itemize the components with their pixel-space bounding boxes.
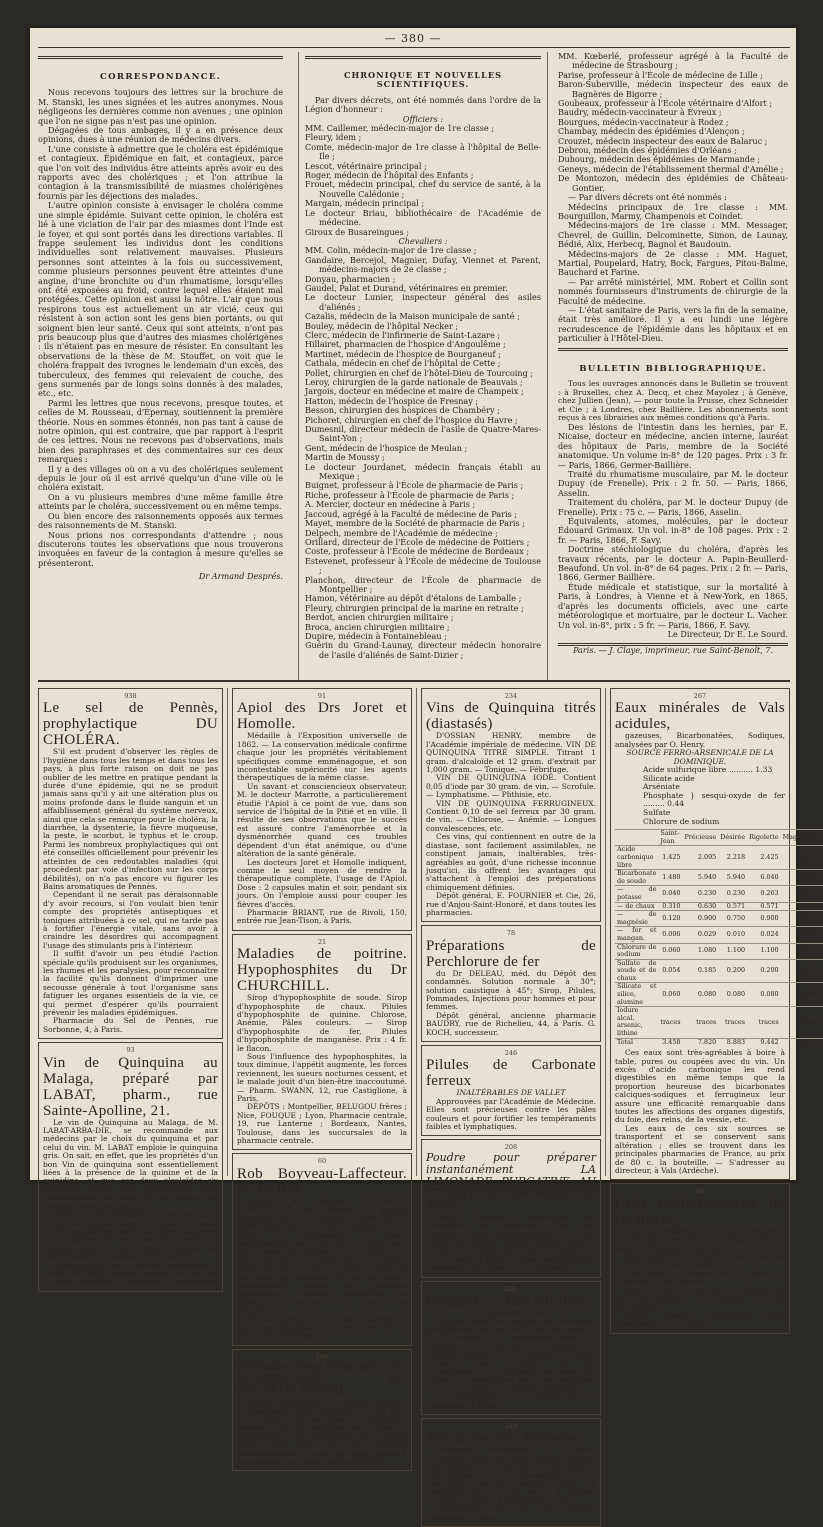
table-cell: 0.571 xyxy=(747,902,781,911)
table-cell: 0.520 xyxy=(781,902,823,911)
component-line: Silicate acide xyxy=(643,773,695,783)
correspondance-paragraph: Il y a des villages où on a vu des cholériques seulement depuis le jour où il est arrivé quelqu'un d'une ville où le choléra existait. xyxy=(38,463,283,493)
ad-number: 91 xyxy=(317,692,327,700)
knight-entry: Planchon, directeur de l'École de pharmacie de Montpellier ; xyxy=(305,574,541,594)
boyer-item: Sirop de lait ferrugineux. — Poudre de lait ferrugineux. — Chocolat au lait ferrugineux. xyxy=(615,1285,785,1312)
knight-entry: MM. Colin, médecin-major de 1re classe ; xyxy=(305,245,477,256)
table-cell: Silicate et silice, alumine xyxy=(617,982,657,1006)
chronique-column xyxy=(298,52,548,680)
table-cell: 0.255 xyxy=(781,886,823,902)
table-cell: — de chaux xyxy=(615,902,658,911)
ad-title: Eaux minérales de Vals acidules, xyxy=(615,700,785,733)
table-cell: — de potasse xyxy=(617,885,657,901)
ad-laits-boyer xyxy=(610,1183,790,1333)
table-cell: 0.060 xyxy=(658,983,682,1007)
officers-title: Officiers : xyxy=(402,113,444,124)
ad-body: Cette Limonade, approuvée par l'Académie de médecine, d'un goût agréable, purge très-promptement et sans causer d'irritation. Chaque flacon porte le cachet et la signature ROGÉ. — Dépôt, 12, rue Vivienne, à Paris, et dans les principales pharmacies de France et de l'étranger. xyxy=(426,1212,596,1273)
news-list xyxy=(558,278,788,344)
ad-subtitle: DE SAINT-PIERRE DE FORSAC (CREUSE). xyxy=(617,1226,783,1236)
ad-number: 246 xyxy=(504,1049,518,1057)
knight-entry: Martin de Moussy ; xyxy=(305,452,385,463)
knight-entry: Hatton, médecin de l'hospice de Fresnay ; xyxy=(305,395,479,406)
table-cell: 0.230 xyxy=(718,886,747,902)
table-cell: 0.040 xyxy=(658,886,682,902)
table-body xyxy=(615,846,823,1046)
boyer-item: Lait iodé concentré. — Poudre de lait iodé. — Chocolat au lait iodé. xyxy=(615,1235,785,1253)
ad-number: 21 xyxy=(317,937,327,946)
table-cell: 0.200 xyxy=(747,959,781,983)
ad-body: gazeuses, Bicarbonatées, Sodiques, analysées par O. Henry. xyxy=(615,731,785,749)
table-cell: 0.006 xyxy=(658,927,682,943)
ad-title: Apiol des Drs Joret et Homolle. xyxy=(237,700,407,733)
nomination-entry: Bourgues, médecin-vaccinateur à Rodez ; xyxy=(558,116,729,127)
ad-title: Le sel de Pennès, prophylactique DU CHOLÉRA. xyxy=(43,700,218,749)
table-row xyxy=(615,943,823,959)
knight-entry: Dupire, médecin à Fontainebleau ; xyxy=(305,630,447,641)
knight-entry: Coste, professeur à l'École de médecine de Bordeaux ; xyxy=(305,546,530,557)
table-cell: traces xyxy=(747,1007,781,1038)
table-header-cell xyxy=(615,830,658,846)
ad-number: 93 xyxy=(126,1046,135,1055)
table-cell: 2.050 xyxy=(781,846,823,870)
table-row xyxy=(615,870,823,886)
biblio-entry: Équivalents, atomes, molécules, par le docteur Édouard Grimaux. Un vol. in-8° de 108 pages. Prix : 2 fr. — Paris, 1866, F. Savy. xyxy=(558,516,788,545)
ad-body: Efficace dans les maladies de l'estomac, des intestins, du foie, de la rate, des reins et de la vessie ; — souveraine dans les dyspepsies, la goutte, la gravelle, le catarrhe vésical ; — la chlorose, les pâles couleurs, les scrofules et les convalescences. — Médecin aux eaux, des salles de consultation pour les personnes qui ont la vessie ou l'estomac paresseux. xyxy=(426,1316,596,1393)
ad-body: Il suffit d'avoir un peu étudié l'action spéciale qu'ils produisent sur les organismes, les rhumes et les paralysies, pour reconnaître la facilité qu'ils donnent d'imprimer une secousse générale à tout l'organisme sans fatiguer les organes essentiels de la vie, ce qui permet d'espérer qu'ils pourraient prévenir les maladies épidémiques. xyxy=(43,949,218,1017)
ad-number: 78 xyxy=(506,929,516,938)
knight-entry: Buignet, professeur à l'École de pharmacie de Paris ; xyxy=(305,480,524,491)
table-cell: 0.238 xyxy=(781,959,823,983)
ad-apiol xyxy=(232,688,412,931)
ad-title: Pougues. — Eau Alcaline xyxy=(426,1293,588,1310)
ad-depot: Dépôt général, E. FOURNIER et Cie, 26, rue d'Anjou-Saint-Honoré, et dans toutes les pharmacies. xyxy=(426,891,596,917)
knight-entry: Gaudel, Palat et Durand, vétérinaires en premier. xyxy=(305,282,508,293)
ad-number: 46 xyxy=(695,1187,705,1196)
correspondance-paragraph: Nous prions nos correspondants d'attendre ; nous discuterons toutes les observations que nous trouverons invoquées en faveur de la contagion à mesure qu'elles se présenteront. xyxy=(38,529,283,568)
table-cell: 0.120 xyxy=(658,911,682,927)
ad-vin-malaga xyxy=(38,1042,223,1292)
knight-entry: Riche, professeur à l'École de pharmacie de Paris ; xyxy=(305,489,515,500)
table-cell: 0.310 xyxy=(658,902,682,911)
ad-number: 234 xyxy=(504,692,518,700)
table-cell: traces xyxy=(682,1007,718,1038)
nomination-entry: De Montozon, médecin des épidémies de Château-Gontier. xyxy=(558,173,788,193)
knight-entry: A. Mercier, docteur en médecine à Paris ; xyxy=(305,499,476,510)
ad-poudre-roge xyxy=(421,1139,601,1277)
ad-depot: Dépôt général, ancienne pharmacie BAUDRY, rue de Richelieu, 44, à Paris. G. KOCH, successeur. xyxy=(426,1010,596,1037)
ad-body: Les eaux de ces six sources se transportent et se conservent sans altération ; elles se trouvent dans les principales pharmacies de France, au prix de 80 c. la bouteille. — S'adresser au directeur, à Vals (Ardèche). xyxy=(615,1123,785,1175)
table-cell: 6.040 xyxy=(747,870,781,886)
nomination-entry: Geneys, médecin de l'établissement thermal d'Amélie ; xyxy=(558,163,784,174)
correspondance-paragraph: On a vu plusieurs membres d'une même famille être atteints par le choléra, successivement ou en même temps. xyxy=(38,491,283,512)
ad-pougues xyxy=(421,1281,601,1415)
table-cell: 0.571 xyxy=(718,902,747,911)
knight-entry: Estevenet, professeur à l'École de médecine de Toulouse ; xyxy=(305,555,541,576)
ad-body: Sous l'influence des hypophosphites, la toux diminue, l'appétit augmente, les forces reviennent, les sueurs nocturnes cessent, et le malade jouit d'un bien-être inaccoutumé. — Pharm. SWANN, 12, rue Castiglione, à Paris. xyxy=(237,1052,407,1104)
table-cell: 0.097 xyxy=(781,983,823,1007)
knight-entry: Leroy, chirurgien de la garde nationale de Beauvais ; xyxy=(305,377,523,387)
analysis-table xyxy=(615,829,823,1046)
ad-column-1 xyxy=(38,688,223,1287)
officer-entry: Le docteur Briau, bibliothécaire de l'Académie de médecine. xyxy=(305,207,541,228)
table-cell: 2.218 xyxy=(718,846,747,870)
correspondance-signature: Dr Armand Després. xyxy=(198,571,283,582)
ad-body: Un savant et consciencieux observateur, M. le docteur Marrotte, a particulièrement étudié l'Apiol à ce point de vue, dans son service de l'hôpital de la Pitié et en ville. Il résulte de ses observations que le succès est assuré contre l'aménorrhée et la dysménorrhée quand ces troubles dépendent d'un état anémique, ou d'une altération de la santé générale. xyxy=(237,781,407,859)
component-line: Acide sulfurique libre .......... 1.33 xyxy=(643,765,773,775)
correspondance-paragraph: L'autre opinion consiste à envisager le choléra comme une simple épidémie. Suivant cette opinion, le choléra est lié à une viciation de l'air par des miasmes dont l'Inde est le foyer, et qui sont portés dans les directions variables. Il frappe seulement les individus dont les conditions individuelles sont relativement mauvaises. Plusieurs personnes sont atteintes à la fois ou successivement, comme plusieurs personnes peuvent être atteintes d'une angine, d'une bronchite ou d'un rhumatisme, lorsqu'elles ont été exposées au froid, contre lequel elles étaient mal protégées. Cette opinion est aussi la nôtre. L'air que nous respirons tous est actuellement un air vicié, ceux qui résistent à son action sont les gens bien portants, ou qui soignent bien leur santé. Ceux qui sont atteints, n'ont pas pris beaucoup plus que d'autres des miasmes cholérigènes : ils n'étaient pas en mesure de résister. En consultant les observations de la thèse de M. Stouffet, on voit que le choléra frappait des ivrognes le lendemain d'un excès, des tuberculeux, des femmes qui relevaient de couche, des gens surmenés par de longs soins donnés à des malades, etc., etc. xyxy=(38,200,283,399)
nomination-entry: Goubeaux, professeur à l'École vétérinaire d'Alfort ; xyxy=(558,98,773,109)
table-cell: — de magnésie xyxy=(617,910,657,926)
table-cell: 1.100 xyxy=(718,943,747,959)
officer-entry: Comte, médecin-major de 1re classe à l'hôpital de Belle-Ile ; xyxy=(305,141,541,162)
knight-entry: Guérin du Grand-Launay, directeur médecin honoraire de l'asile d'aliénés de Saint-Dizier ; xyxy=(305,640,541,660)
table-row xyxy=(615,927,823,943)
table-header-cell: Magdeleine xyxy=(781,830,823,846)
ad-eaux-vals xyxy=(610,688,821,1180)
ad-body: préparé spécialement et exclusivement à la pharmacie SAGE-BAXTER, rue du Bac, 13, à Paris. Des recettes ou prétendues formules ont été publiées dans plusieurs Formulaires ; non-seulement elles varient toutes entre elles, mais elles diffèrent essentiellement de celle que nous devons à la confiance du célèbre baron PORTAL. xyxy=(237,1398,407,1467)
table-cell: 0.054 xyxy=(658,959,682,983)
knight-entry: Le docteur Jourdanet, médecin français établi au Mexique ; xyxy=(305,461,541,482)
biblio-entry: Traitement du choléra, par M. le docteur Dupuy (de Frenelle). Prix : 75 c. — Paris, 1866, Asselin. xyxy=(558,497,788,517)
officer-entry: Fleury, idem ; xyxy=(305,132,362,143)
chronique-intro: Par divers décrets, ont été nommés dans l'ordre de la Légion d'honneur : xyxy=(305,94,541,115)
ad-body: Les docteurs Joret et Homolle indiquent, comme le seul moyen de rendre la thérapeutique complète, l'usage de l'Apiol. Dose : 2 capsules matin et soir, pendant six jours. On l'emploie aussi pour couper les fièvres d'accès. xyxy=(237,857,407,909)
knight-entry: Le docteur Lunier, inspecteur général des asiles d'aliénés ; xyxy=(305,292,541,312)
ad-body: Ajoutons que par sa saveur aromatique et sucrée, le Vin de Malaga masque, au point de la rendre agréable, l'amertume du quinquina. xyxy=(43,1260,218,1287)
ad-rob-laffecteur xyxy=(232,1153,412,1345)
ad-title: Vin du docteur Forestier. xyxy=(426,1430,583,1447)
ad-title: Vins de Quinquina titrés (diastasés) xyxy=(426,700,596,733)
knight-entry: Dumesnil, directeur médecin de l'asile de Quatre-Mares-Saint-Yon ; xyxy=(305,424,541,444)
ad-body: Cependant il ne serait pas déraisonnable d'y avoir recours, si l'on voulait bien tenir compte des propriétés antiseptiques et toniques attribuées à ce sel, qui ne tarde pas à fortifier l'énergie vitale, sans avoir à craindre les désordres qui accompagnent l'usage des stimulants pris à l'intérieur. xyxy=(43,890,218,950)
officer-entry: Lescot, vétérinaire principal ; xyxy=(305,160,427,171)
nomination-entry: Crouzet, médecin inspecteur des eaux de Balaruc ; xyxy=(558,135,768,146)
table-cell: Bicarbonate de soude xyxy=(617,869,657,885)
ad-title: Pilules de Carbonate ferreux xyxy=(426,1057,596,1090)
table-cell: 3.458 xyxy=(658,1038,682,1046)
table-cell: — fer et mangan. xyxy=(617,926,657,942)
knight-entry: Hamon, vétérinaire au dépôt d'étalons de Lamballe ; xyxy=(305,593,522,604)
heading-rule xyxy=(38,56,283,59)
table-cell: traces xyxy=(658,1007,682,1038)
ad-body: VIN DE QUINQUINA FERRUGINEUX. Contient 0,10 de sel ferreux par 30 gram. de vin. — Chlorose, — Anémie. — Longues convalescences, etc. xyxy=(426,798,596,833)
page-number: — 380 — xyxy=(384,32,442,45)
table-cell: 9.442 xyxy=(747,1038,781,1046)
table-cell: Sulfate de soude et de chaux xyxy=(617,958,657,982)
ad-body: végétal du docteur BOYVEAU-LAFFECTEUR, seul autorisé et garanti véritable par la signature GIRAUDEAU SAINT-GERVAIS, est bien supérieur aux sirops de salsepareille. Il guérit radicalement, sans mercure, les affections de la peau, les dartres, les scrofules, les suites de gale, les ulcères et les accidents provenant de couches, de l'âge critique et de l'âcreté des humeurs. Ce Rob est surtout recommandé contre les maladies syphilitiques récentes, invétérées ou rebelles au mercure et à l'iodure de potassium. xyxy=(237,1196,407,1316)
ad-body: Le vin de Quinquina au Malaga, de M. LABAT-ARBA-DIE, se recommande aux médecins par le choix du quinquina et par celui du vin. M. LABAT emploie le quinquina gris. On sait, en effet, que les propriétés d'un bon Vin de quinquina sont essentiellement liées à la présence de la quinine et de la quinidine, et que ces deux alcaloïdes s'y trouvent dans des proportions plus considérables que dans tous les autres vins préparés avec d'autres vins. xyxy=(43,1117,218,1211)
table-cell: 7.280 xyxy=(781,870,823,886)
nominations-column xyxy=(558,52,788,680)
knight-entry: Gandaire, Bercejol, Magnier, Dufay, Viennet et Parent, médecins-majors de 2e classe ; xyxy=(305,254,541,275)
table-cell: 8.883 xyxy=(718,1038,747,1046)
table-cell: 0.200 xyxy=(718,959,747,983)
table-cell: traces xyxy=(718,1007,747,1038)
ad-body: VIN DE QUINQUINA IODÉ. Contient 0,05 d'iode par 30 gram. de vin. — Scrofule. — Lymphatisme. — Phthisie, etc. xyxy=(426,773,596,800)
table-row xyxy=(615,1007,823,1038)
officer-entry: Roger, médecin de l'hôpital des Enfants ; xyxy=(305,170,474,181)
ad-subtitle: INALTÉRABLES DE VALLET xyxy=(456,1088,566,1098)
top-rule xyxy=(38,47,790,48)
ad-body: D'OSSIAN HENRY, membre de l'Académie impériale de médecine. VIN DE QUINQUINA TITRÉ SIMPLE. Titrant 1 gram. d'alcaloïde et 12 gram. d'extrait par 1,000 gram. — Tonique. — Fébrifuge. xyxy=(426,731,596,775)
officer-entry: MM. Caillemer, médecin-major de 1re classe ; xyxy=(305,123,494,134)
news-item: — Par arrêté ministériel, MM. Robert et Collin sont nommés fournisseurs d'instruments de chirurgie de la Faculté de médecine. xyxy=(558,276,788,306)
correspondance-paragraph: L'une consiste à admettre que le choléra est épidémique et contagieux. Épidémique en fait, et contagieux, parce que l'on voit des individus être atteints après avoir eu des rapports avec des cholériques ; et l'on attribue la contagion à la transmissibilité de miasmes cholérigènes fournis par les déjections des malades. xyxy=(38,143,283,201)
ad-number: 219 xyxy=(504,1421,518,1430)
biblio-entry: Doctrine stéchiologique du choléra, d'après les travaux récents, par le docteur A. Papin-Beuillerd-Beaufond. Un vol. in-8° de 64 pages. Prix : 2 fr. — Paris, 1866, Germer Baillière. xyxy=(558,544,788,583)
nomination-entry: Chambay, médecin des épidémies d'Alençon ; xyxy=(558,126,745,137)
ad-depot: Pharmacie BRIANT, rue de Rivoli, 150, entrée rue Jean-Tison, à Paris. xyxy=(237,907,407,926)
heading-rule xyxy=(558,348,788,351)
ad-depot: DÉPÔTS : Montpellier, BELUGOU frères ; Nice, FOUQUE ; Lyon, Pharmacie centrale, 19, rue Lanterne ; Bordeaux, Nantes, Toulouse, dans les succursales de la pharmacie centrale. xyxy=(237,1102,407,1146)
table-cell: Chlorure de sodium xyxy=(617,942,657,959)
ad-vins-quinquina-titres xyxy=(421,688,601,922)
table-row xyxy=(615,959,823,983)
ad-title: Maladies de poitrine. Hypophosphites du Dr CHURCHILL. xyxy=(237,946,407,995)
table-cell: 0.010 xyxy=(718,927,747,943)
epidemic-entry: Médecins-majors de 1re classe : MM. Messager, Chevrel, de Guillin, Delcominette, Simon, de Launay, Bédié, Alix, Herbecq, Bagnol et Baudouin. xyxy=(558,220,788,250)
knight-entry: Mayet, membre de la Société de pharmacie de Paris ; xyxy=(305,518,525,529)
table-cell: 0.900 xyxy=(747,911,781,927)
table-cell: 5.940 xyxy=(718,870,747,886)
correspondance-paragraph: Nous recevons toujours des lettres sur la brochure de M. Stanski, les unes signées et les autres anonymes. Nous négligeons les dernières comme non avenues ; une opinion que l'on ne signe pas n'est pas une opinion. xyxy=(38,87,283,126)
nomination-entry: Parise, professeur à l'École de médecine de Lille ; xyxy=(558,69,763,80)
nomination-entry: Baron-Suberville, médecin inspecteur des eaux de Bagnères de Bigorre ; xyxy=(558,79,788,99)
epidemics-list xyxy=(558,203,788,278)
ad-title: Laits médicamenteux du Dr Boyer, xyxy=(615,1195,785,1228)
epidemics-intro: — Par divers décrets ont été nommés : xyxy=(568,192,727,203)
biblio-entry: Des lésions de l'intestin dans les hernies, par E. Nicaise, docteur en médecine, ancien interne, lauréat des hôpitaux de Paris, membre de la Société anatomique. Un volume in-8° de 120 pages. Prix : 3 fr. — Paris, 1866, Germer-Baillière. xyxy=(558,421,788,470)
ad-column-2 xyxy=(227,688,412,1467)
officer-entry: Frouet, médecin principal, chef du service de santé, à la Nouvelle Calédonie ; xyxy=(305,179,541,199)
continued-list xyxy=(558,52,788,193)
ad-title: Rob Boyveau-Laffecteur. — Le Rob xyxy=(237,1165,407,1198)
table-row xyxy=(615,886,823,902)
ad-number: 205 xyxy=(504,1284,518,1293)
ad-vin-forestier xyxy=(421,1418,601,1527)
ad-depot: CHOMINOT, 42, rue Culture-Sainte-Catherine, à Paris. xyxy=(426,1504,596,1522)
ad-number: 267 xyxy=(693,692,707,700)
table-cell: 1.425 xyxy=(658,846,682,870)
components-list xyxy=(615,766,785,826)
correspondance-paragraph: Ou bien encore des raisonnements opposés aux termes des raisonnements de M. Stanski. xyxy=(38,510,283,531)
ad-number: 208 xyxy=(315,1352,329,1361)
ad-depot: Dépôt général, 12, rue Richer, à Paris, et chez les pharmaciens, droguistes de la France et de l'étranger. xyxy=(237,1314,407,1341)
ad-body: Médaille à l'Exposition universelle de 1862. — La conservation médicale confirme chaque jour les propriétés véritablement spécifiques comme emménagogue, et son incontestable supériorité sur les agents thérapeutiques de la même classe. xyxy=(237,731,407,783)
knight-entry: Delpech, membre de l'Académie de médecine ; xyxy=(305,527,498,538)
knight-entry: Broca, ancien chirurgien militaire ; xyxy=(305,621,450,632)
table-cell: 0.230 xyxy=(682,886,718,902)
correspondance-paragraph: Dégagées de tous ambages, il y a en présence deux opinions, dues à une réunion de médecins divers. xyxy=(38,125,283,145)
knights-title: Chevaliers : xyxy=(398,235,448,246)
ad-subtitle: très-agréable à boire. xyxy=(469,1308,553,1318)
table-header xyxy=(615,830,823,846)
table-header-cell: Rigolette xyxy=(747,830,781,846)
table-row xyxy=(615,983,823,1007)
knights-list xyxy=(305,246,541,660)
table-cell: 1.080 xyxy=(682,943,718,959)
knight-entry: Jaccoud, agrégé à la Faculté de médecine de Paris ; xyxy=(305,508,518,519)
ad-body: Ces vins, qui contiennent en outre de la diastase, sont facilement assimilables, ne constipent jamais, inaltérables, très-agréables au goût, d'une richesse inconnue jusqu'ici, ils offrent les avantages qui s'attachent à l'emploi des préparations chimiquement définies. xyxy=(426,832,596,892)
table-row xyxy=(615,911,823,927)
correspondance-body xyxy=(38,88,283,568)
component-line: Sulfate xyxy=(643,808,671,817)
ad-column-4 xyxy=(605,688,821,1329)
epidemic-entry: Médecins-majors de 2e classe : MM. Haguet, Martial, Poupelard, Hatry, Bock, Fargues, Pitou-Balme, Bauchard et Farine. xyxy=(558,248,788,278)
ad-column-3 xyxy=(416,688,601,1522)
director-signature: Le Directeur, Dr E. Le Sourd. xyxy=(667,628,788,639)
biblio-heading: BULLETIN BIBLIOGRAPHIQUE. xyxy=(579,363,767,374)
component-line: Phosphate } sesqui-oxyde de fer ......... 0.44 xyxy=(643,790,785,809)
correspondance-column xyxy=(38,52,283,680)
correspondance-paragraph: Parmi les lettres que nous recevons, presque toutes, et celles de M. Rousseau, d'Épernay, soutiennent la première théorie. Nous en sommes étonnés, non pas tant à cause de notre opinion, qui est contraire, que par rapport à l'esprit de ces lettres. Nous ne recevons pas d'observations, mais bien des paraphrases et des commentaires sur ces deux remarques : xyxy=(38,397,283,465)
table-row xyxy=(615,1038,823,1046)
ad-depot: LA BOUTEILLE 75 c. — Dépôt, 69, rue Caumartin, à Paris. xyxy=(426,1392,596,1410)
officers-list xyxy=(305,124,541,237)
ad-perchlorure xyxy=(421,925,601,1042)
knight-entry: Pichoret, chirurgien en chef de l'hospice du Havre ; xyxy=(305,414,518,425)
knight-entry: Hillairet, pharmacien de l'hospice d'Angoulême ; xyxy=(305,339,506,350)
table-cell: 9.506 xyxy=(781,1038,823,1046)
knight-entry: Cazalis, médecin de la Maison municipale de santé ; xyxy=(305,311,520,322)
table-cell: 0.060 xyxy=(658,943,682,959)
ad-body: Sirop d'hypophosphite de soude. Sirop d'hypophosphite de chaux. Pilules d'hypophosphite de quinine. Chlorose, Anémie, Pâles couleurs. — Sirop d'hypophosphite de fer, Pilules d'hypophosphite de manganèse. Prix : 4 fr. le flacon. xyxy=(237,993,407,1053)
advertising-rule xyxy=(38,680,790,682)
knight-entry: Clerc, médecin de l'infirmerie de Saint-Lazare ; xyxy=(305,329,501,340)
nomination-entry: MM. Kœberlé, professeur agrégé à la Faculté de médecine de Strasbourg ; xyxy=(558,51,788,71)
boyer-items xyxy=(615,1236,785,1312)
knight-entry: Berdot, ancien chirurgien militaire ; xyxy=(305,612,454,623)
table-cell: Iodure alcal. arsenic, lithine xyxy=(615,1007,658,1038)
table-cell: 5.940 xyxy=(682,870,718,886)
table-cell: 0.080 xyxy=(718,983,747,1007)
biblio-list xyxy=(558,423,788,630)
biblio-note: Tous les ouvrages annoncés dans le Bulletin se trouvent : à Bruxelles, chez A. Decq, et chez Mayolez ; à Genève, chez Jullien (Jean), — pour toute la Prusse, chez Schneider et Cie ; à Londres, chez Baillière. Les abonnements sont reçus à ces librairies aux mêmes conditions qu'à Paris. xyxy=(558,379,788,423)
biblio-entry: Traité du rhumatisme musculaire, par M. le docteur Dupuy (de Frenelle). Prix : 2 fr. 50. — Paris, 1866, Asselin. xyxy=(558,469,788,498)
boyer-item: Lait arsenical. — Poudre de lait arsenical. — Chocolat au lait arsenical. xyxy=(615,1251,785,1270)
table-cell: 2.425 xyxy=(747,846,781,870)
table-cell: 0.029 xyxy=(781,927,823,943)
table-cell: Acide carbonique libre xyxy=(615,846,658,870)
knight-entry: Orillard, directeur de l'École de médecine de Poitiers ; xyxy=(305,536,530,547)
news-item: — L'état sanitaire de Paris, vers la fin de la semaine, était très amélioré. Il y a eu lundi une légère recrudescence de l'épidémie dans les hôpitaux et en particulier à l'Hôtel-Dieu. xyxy=(558,304,788,344)
table-cell: 0.080 xyxy=(747,983,781,1007)
knight-entry: Besson, chirurgien des hospices de Chambéry ; xyxy=(305,405,500,416)
table-cell: 0.630 xyxy=(682,902,718,911)
knight-entry: Jargois, docteur en médecine et maire de Champeix ; xyxy=(305,386,524,397)
knight-entry: Martinet, médecin de l'hospice de Bourganeuf ; xyxy=(305,348,501,359)
table-cell: 1.480 xyxy=(658,870,682,886)
officer-entry: Giroux de Busareingues ; xyxy=(305,226,409,237)
ad-number: 208 xyxy=(504,1143,518,1152)
nomination-entry: Duhourg, médecin des épidémies de Marmande ; xyxy=(558,154,761,165)
newspaper-page xyxy=(30,28,821,1522)
ad-title: Véritable Sirop dépuratif anti-SCORBUTIQUE DU DOCTEUR PORTAL, xyxy=(237,1360,407,1398)
advertisements xyxy=(38,688,821,1522)
table-cell: Total xyxy=(615,1038,658,1046)
ad-depot: Dépôt, Pharm. CHEVRIER, faub. Montmartre, 21, à Paris. xyxy=(615,1310,785,1329)
table-cell: 0.029 xyxy=(682,927,718,943)
table-cell: 0.672 xyxy=(781,911,823,927)
ad-body: Quinquina ferrugineux à l'écorce d'oranges amères et vin de Malaga tonique, reconstituant par excellence. Une cuill. à café contient 5 cent. à phosphate de fer ; une cuill. à bouche contient 5 cent. ; à phosphate de fer. On serre à liqueur contient 6 centigr. à phosphate de fer. xyxy=(426,1445,596,1505)
table-cell: 2.095 xyxy=(682,846,718,870)
nomination-entry: Debrou, médecin des épidémies d'Orléans ; xyxy=(558,145,737,156)
table-cell: 0.263 xyxy=(747,886,781,902)
ad-body: du Dr DELEAU, méd. du Dépôt des condamnés. Solution normale à 30°; solution caustique à 45°; Sirop, Pilules, Pommades, Injections pour hommes et pour femmes. xyxy=(426,968,596,1012)
table-header-cell: Saint-Jean xyxy=(658,830,682,846)
ad-number: 938 xyxy=(124,692,137,700)
ad-pilules-vallet xyxy=(421,1045,601,1136)
table-header-cell: Précieuse xyxy=(682,830,718,846)
ad-source-label: SOURCE FERRO-ARSENICALE DE LA DOMINIQUE. xyxy=(626,748,774,766)
table-cell: 0.750 xyxy=(718,911,747,927)
ad-title: Vin de Quinquina au Malaga, préparé par LABAT, pharm., rue Sainte-Apolline, 21. xyxy=(43,1054,218,1119)
knight-entry: Gent, médecin de l'hospice de Meulan ; xyxy=(305,442,468,453)
ad-hypophosphites xyxy=(232,934,412,1151)
table-cell: 1.100 xyxy=(747,943,781,959)
knight-entry: Donyau, pharmacien ; xyxy=(305,273,396,284)
printer-line: Paris. — J. Claye, imprimeur, rue Saint-Benoît, 7. xyxy=(572,645,774,656)
table-cell: 0.080 xyxy=(682,983,718,1007)
chronique-heading: CHRONIQUE ET NOUVELLES SCIENTIFIQUES. xyxy=(343,70,503,90)
component-line: Chlorure de sodium xyxy=(643,816,720,826)
ad-title: Préparations de Perchlorure de fer xyxy=(426,937,596,970)
component-line: Arséniate xyxy=(643,782,680,792)
table-cell: 0.185 xyxy=(682,959,718,983)
ad-sirop-portal xyxy=(232,1349,412,1472)
table-cell: 0.900 xyxy=(682,911,718,927)
heading-rule xyxy=(305,56,541,59)
correspondance-heading: CORRESPONDANCE. xyxy=(99,72,222,82)
ad-title: Poudre pour préparer instantanément LA LIMONADE PURGATIVE AU CITRATE DE MAGNÉSIE DE ROGÉ. xyxy=(426,1150,596,1212)
ad-body: Approuvées par l'Académie de Médecine. Elles sont précieuses contre les pâles couleurs et pour fortifier les tempéraments faibles et lymphatiques. xyxy=(426,1096,596,1132)
table-header-cell: Désirée xyxy=(718,830,747,846)
ad-depot: Pharmacie du Sel de Pennès, rue Sorbonne, 4, à Paris. xyxy=(43,1016,218,1034)
knight-entry: Bouley, médecin de l'hôpital Necker ; xyxy=(305,320,459,331)
knight-entry: Pollet, chirurgien en chef de l'hôtel-Dieu de Tourcoing ; xyxy=(305,367,534,378)
ad-body: S'il est prudent d'observer les règles de l'hygiène dans tous les temps et dans tous les pays, à plus forte raison on doit ne pas oublier de les mettre en pratique pendant la durée d'une épidémie, qui ne se produit jamais sans qu'il y ait une altération plus ou moins profonde dans le fluide sanguin et un affaiblissement général du système nerveux, ainsi que cela se remarque pour le choléra, la diarrhée, la dysenterie, la fièvre muqueuse, la peste, le scorbut, le typhus et le croup. Parmi les nombreux prophylactiques qui ont été conseillés officiellement pour prévenir les atteintes de ces redoutables maladies (qui procèdent par voie d'infection sur les corps débilités), on n'a pas encore vu figurer les Bains aromatiques de Pennès. xyxy=(43,747,218,891)
ad-number: 60 xyxy=(317,1157,327,1166)
table-cell: 7.820 xyxy=(682,1038,718,1046)
ad-body: Ces eaux sont très-agréables à boire à table, pures ou coupées avec du vin. Un excès d'acide carbonique les rend digestibles en même temps que la proportion heureuse des bicarbonates calciques-sodiques et ferrugineux leur assure une efficacité remarquable dans toutes les affections des organes digestifs, du foie, des reins, de la vessie, etc. xyxy=(615,1048,785,1125)
nomination-entry: Baudry, médecin-vaccinateur à Évreux ; xyxy=(558,107,722,118)
boyer-item: Lait iodure. — Poudre de lait ioduré. — Chocolat au lait ioduré. xyxy=(615,1268,785,1287)
knight-entry: Cathala, médecin en chef de l'hôpital de Cette ; xyxy=(305,358,501,369)
table-cell: 0.160 xyxy=(781,943,823,959)
ad-body: Quant au vin de Malaga, il contient 15 à 18 p. 100 d'alcool ; aussi il dissout en grande partie les principes actifs du quinquina, sans en précipiter un seul par ses acides. Il dispose donc à un grand nombre de combinaisons favorables au traitement. xyxy=(43,1210,218,1262)
biblio-entry: Étude médicale et statistique, sur la mortalité à Paris, à Londres, à Vienne et à New-York, en 1865, d'après les documents officiels, avec une carte météorologique et mortuaire, par le docteur L. Vacher. Un vol. in-8°, prix : 5 fr. — Paris, 1866, F. Savy. xyxy=(558,581,788,630)
epidemic-entry: Médecins principaux de 1re classe : MM. Bourguillon, Marmy, Champenois et Coindet. xyxy=(558,201,788,221)
table-cell: traces xyxy=(781,1007,823,1038)
officer-entry: Margain, médecin principal ; xyxy=(305,198,425,209)
ad-sel-de-pennes xyxy=(38,688,223,1039)
table-cell: 0.024 xyxy=(747,927,781,943)
table-row xyxy=(615,846,823,870)
knight-entry: Fleury, chirurgien principal de la marine en retraite ; xyxy=(305,602,524,613)
